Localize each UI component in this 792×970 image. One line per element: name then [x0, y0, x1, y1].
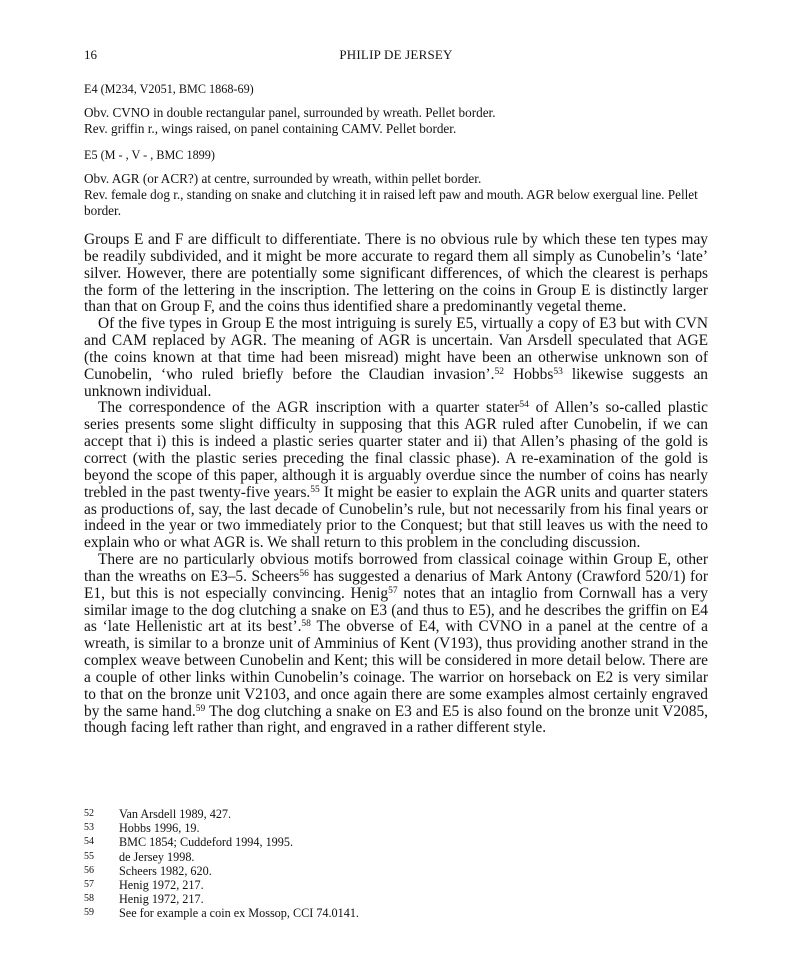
footnote-reference: 59 [195, 703, 206, 714]
footnote-text: See for example a coin ex Mossop, CCI 74.0141. [119, 906, 359, 921]
footnote-reference: 54 [519, 400, 529, 411]
paragraph-text: It might be easier to explain the AGR units and quarter staters as productions of, say, the last decade of Cunobelin’s rule, but not necessarily from his final years or indeed in the year or two immediately prior to the Conquest; but that still leaves us with the need to explain who or what AGR is. We shall return to this problem in the concluding discussion. [84, 483, 709, 552]
running-title: PHILIP DE JERSEY [339, 47, 453, 62]
body-paragraph [84, 316, 708, 400]
paragraph-text: of Allen’s so-called plastic series presents some slight difficulty in supposing that this AGR ruled after Cunobelin, if we can accept that i) this is indeed a plastic series quarter stater and ii) that Allen’s phasing of the gold is correct (with the plastic series preceding the final classic phase). A re-examination of the gold is beyond the scope of this paper, although it is arguably overdue since the number of coins has nearly trebled in the past twenty-five years. [84, 399, 708, 501]
footnote [84, 864, 708, 878]
footnotes [84, 807, 708, 921]
footnote-number: 53 [84, 822, 94, 834]
footnote-number: 55 [84, 850, 94, 862]
footnote [84, 878, 708, 892]
catalogue-reverse: Rev. griffin r., wings raised, on panel containing CAMV. Pellet border. [84, 121, 457, 136]
page-number: 16 [84, 47, 97, 62]
catalogue-reverse: Rev. female dog r., standing on snake and clutching it in raised left paw and mouth. AGR below exergual line. Pellet border. [84, 187, 698, 218]
footnote-reference: 57 [388, 585, 398, 596]
footnote-text: Henig 1972, 217. [119, 892, 204, 907]
paragraph-text: The dog clutching a snake on E3 and E5 is also found on the bronze unit V2085, though facing left rather than right, and engraved in a rather different style. [84, 702, 708, 737]
footnote-text: Henig 1972, 217. [119, 878, 204, 893]
footnote-number: 54 [84, 836, 94, 848]
catalogue-heading: E4 (M234, V2051, BMC 1868-69) [84, 82, 254, 96]
footnote-reference: 53 [553, 366, 563, 377]
footnote-text: BMC 1854; Cuddeford 1994, 1995. [119, 835, 294, 850]
footnote-number: 56 [84, 864, 94, 876]
footnote [84, 835, 708, 849]
footnote-number: 59 [84, 907, 94, 919]
paragraph-text: The obverse of E4, with CVNO in a panel at the centre of a wreath, is similar to a bronze unit of Amminius of Kent (V193), thus providing another strand in the complex weave between Cunobelin and Kent; this will be considered in more detail below. There are a couple of other links within Cunobelin’s coinage. The warrior on horseback on E2 is very similar to that on the bronze unit V2103, and once again there are some examples almost certainly engraved by the same hand. [84, 618, 708, 720]
paragraph-text: Groups E and F are difficult to differentiate. There is no obvious rule by which these ten types may be readily subdivided, and it might be more accurate to regard them all simply as Cunobelin’s ‘late’ silver. However, there are potentially some significant differences, of which the clearest is perhaps the form of the lettering in the inscription. The lettering on the coins in Group E is distinctly larger than that on Group F, and the coins thus identified share a predominantly vegetal theme. [84, 231, 708, 316]
footnote-text: de Jersey 1998. [119, 849, 195, 864]
footnote-reference: 58 [301, 619, 311, 630]
footnote-text: Van Arsdell 1989, 427. [119, 807, 232, 821]
body-paragraph [84, 400, 708, 552]
body-text [84, 232, 708, 737]
footnote-reference: 56 [299, 568, 309, 579]
footnote-text: Scheers 1982, 620. [119, 863, 212, 878]
catalogue-obverse: Obv. AGR (or ACR?) at centre, surrounded by wreath, within pellet border. [84, 171, 482, 186]
footnote [84, 807, 708, 821]
footnote [84, 906, 708, 920]
footnote-number: 52 [84, 808, 94, 819]
footnote-text: Hobbs 1996, 19. [119, 821, 200, 836]
paragraph-text: notes that an intaglio from Cornwall has a very similar image to the dog clutching a snake on E3 (and thus to E5), and he describes the griffin on E4 as ‘late Hellenistic art at its best’. [84, 584, 709, 636]
footnote [84, 850, 708, 864]
catalogue-heading: E5 (M - , V - , BMC 1899) [84, 148, 215, 162]
footnote-number: 57 [84, 879, 94, 891]
page-header [84, 47, 708, 65]
footnote [84, 892, 708, 906]
paragraph-text: Hobbs [504, 365, 554, 383]
body-paragraph [84, 232, 708, 316]
paragraph-text: There are no particularly obvious motifs borrowed from classical coinage within Group E, other than the wreaths on E3–5. Scheers [84, 551, 708, 585]
footnote-number: 58 [84, 893, 94, 905]
paragraph-text: likewise suggests an unknown individual. [84, 365, 708, 400]
catalogue-obverse: Obv. CVNO in double rectangular panel, surrounded by wreath. Pellet border. [84, 105, 496, 120]
catalogue-entry-e5 [84, 147, 716, 219]
paragraph-text: The correspondence of the AGR inscription with a quarter stater [98, 399, 520, 417]
catalogue-entry-e4 [84, 81, 716, 137]
paragraph-text: has suggested a denarius of Mark Antony (Crawford 520/1) for E1, but this is not especially convincing. Henig [84, 567, 708, 602]
footnote [84, 821, 708, 835]
footnote-reference: 55 [310, 484, 320, 495]
paragraph-text: Of the five types in Group E the most intriguing is surely E5, virtually a copy of E3 but with CVN and CAM replaced by AGR. The meaning of AGR is uncertain. Van Arsdell speculated that AGE (the coins known at that time had been misread) might have been an otherwise unknown son of Cunobelin, ‘who ruled briefly before the Claudian invasion’. [84, 315, 708, 383]
body-paragraph [84, 552, 708, 737]
footnote-reference: 52 [494, 366, 505, 377]
